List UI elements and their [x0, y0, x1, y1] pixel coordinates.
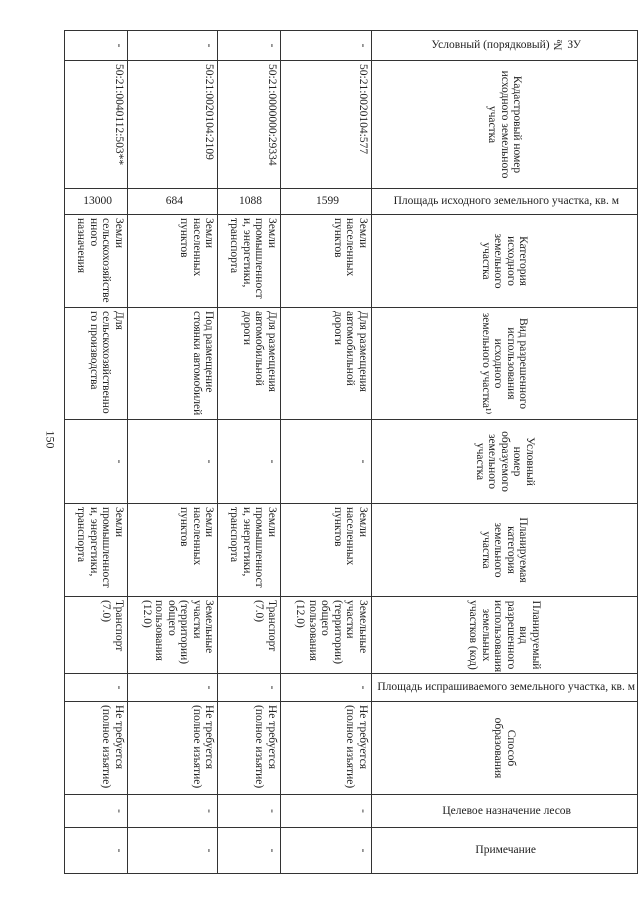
cell-forest: - [127, 795, 218, 828]
table-row [218, 31, 281, 874]
page-number: 150 [43, 430, 58, 449]
header-method: Способ образования [371, 702, 637, 795]
cell-use-plan: Транспорт (7.0) [65, 597, 128, 674]
cell-cond-formed: - [280, 420, 371, 504]
cell-area-req: - [65, 674, 128, 702]
header-area-req: Площадь испрашиваемого земельного участка, кв. м [371, 674, 637, 702]
cell-note: - [65, 828, 128, 874]
cell-cond-num: - [218, 31, 281, 61]
header-use-src: Вид разрешенного использования исходного земельного участка¹⁾ [371, 308, 637, 420]
cell-use-plan: Земельные участки (территории) общего пользования (12.0) [127, 597, 218, 674]
cell-forest: - [218, 795, 281, 828]
cell-cadastral: 50:21:0020104:577 [280, 61, 371, 189]
cell-cond-formed: - [127, 420, 218, 504]
cell-area-src: 1599 [280, 189, 371, 215]
cell-area-src: 1088 [218, 189, 281, 215]
cell-cond-num: - [280, 31, 371, 61]
cell-area-req: - [218, 674, 281, 702]
cell-forest: - [65, 795, 128, 828]
table-row [127, 31, 218, 874]
header-cond-num: Условный (порядковый) № ЗУ [371, 31, 637, 61]
land-plot-table [64, 30, 638, 874]
table-header-row [371, 31, 637, 874]
cell-use-src: Для размещения автомобильной дороги [218, 308, 281, 420]
cell-category-plan: Земли населенных пунктов [127, 504, 218, 597]
cell-cond-num: - [127, 31, 218, 61]
cell-area-src: 684 [127, 189, 218, 215]
header-note: Примечание [371, 828, 637, 874]
cell-use-src: Для размещения автомобильной дороги [280, 308, 371, 420]
header-use-plan: Планируемый вид разрешенного использования земельных участков (код) [371, 597, 637, 674]
cell-area-req: - [280, 674, 371, 702]
cell-use-src: Под размещение стоянки автомобилей [127, 308, 218, 420]
cell-note: - [280, 828, 371, 874]
cell-cadastral: 50:21:0040112:503** [65, 61, 128, 189]
cell-method: Не требуется (полное изъятие) [127, 702, 218, 795]
cell-cond-formed: - [218, 420, 281, 504]
header-category-plan: Планируемая категория земельного участка [371, 504, 637, 597]
cell-forest: - [280, 795, 371, 828]
table-row [280, 31, 371, 874]
cell-area-req: - [127, 674, 218, 702]
cell-category-src: Земли промышленности, энергетики, транспорта [218, 215, 281, 308]
cell-use-src: Для сельскохозяйственного производства [65, 308, 128, 420]
table-row [65, 31, 128, 874]
header-forest: Целевое назначение лесов [371, 795, 637, 828]
cell-category-plan: Земли населенных пунктов [280, 504, 371, 597]
cell-category-src: Земли сельскохозяйственного назначения [65, 215, 128, 308]
cell-method: Не требуется (полное изъятие) [280, 702, 371, 795]
cell-note: - [218, 828, 281, 874]
cell-category-src: Земли населенных пунктов [280, 215, 371, 308]
cell-use-plan: Транспорт (7.0) [218, 597, 281, 674]
cell-cond-num: - [65, 31, 128, 61]
cell-category-plan: Земли промышленности, энергетики, транспорта [218, 504, 281, 597]
cell-method: Не требуется (полное изъятие) [218, 702, 281, 795]
cell-area-src: 13000 [65, 189, 128, 215]
cell-use-plan: Земельные участки (территории) общего пользования (12.0) [280, 597, 371, 674]
cell-cadastral: 50:21:0000000:29334 [218, 61, 281, 189]
header-category-src: Категория исходного земельного участка [371, 215, 637, 308]
cell-cadastral: 50:21:0020104:2109 [127, 61, 218, 189]
header-cond-formed: Условный номер образуемого земельного участка [371, 420, 637, 504]
header-area-src: Площадь исходного земельного участка, кв. м [371, 189, 637, 215]
cell-category-plan: Земли промышленности, энергетики, транспорта [65, 504, 128, 597]
cell-category-src: Земли населенных пунктов [127, 215, 218, 308]
cell-cond-formed: - [65, 420, 128, 504]
rotated-table-wrapper [64, 30, 638, 873]
cell-note: - [127, 828, 218, 874]
header-cadastral: Кадастровый номер исходного земельного участка [371, 61, 637, 189]
cell-method: Не требуется (полное изъятие) [65, 702, 128, 795]
